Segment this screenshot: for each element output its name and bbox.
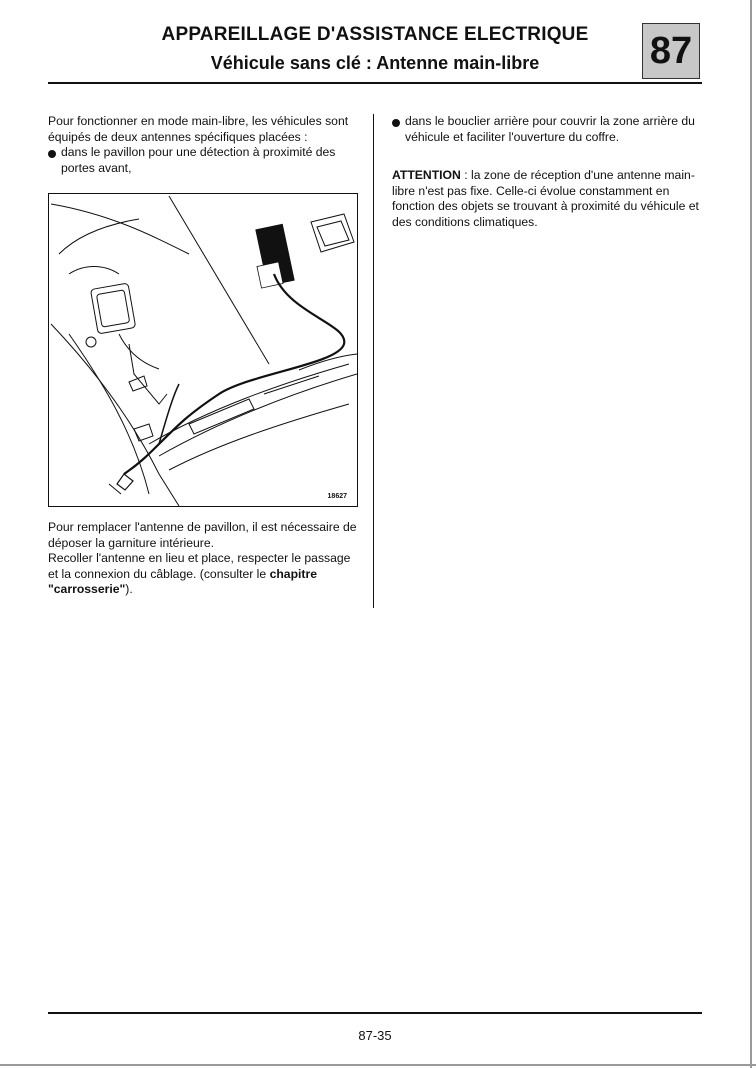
page-title: APPAREILLAGE D'ASSISTANCE ELECTRIQUE bbox=[161, 24, 589, 45]
bullet-icon bbox=[392, 119, 400, 127]
replace-text: Recoller l'antenne en lieu et place, respecter le passage et la connexion du câblage. (consulter le bbox=[48, 551, 351, 581]
intro-paragraph: Pour fonctionner en mode main-libre, les véhicules sont équipés de deux antennes spécifiques placées : bbox=[48, 114, 349, 144]
page-edge-right bbox=[750, 0, 752, 1068]
chapter-reference: chapitre "carrosserie" bbox=[48, 566, 317, 596]
footer-divider bbox=[48, 1012, 702, 1014]
bullet-text: dans le bouclier arrière pour couvrir la zone arrière du véhicule et faciliter l'ouverture du coffre. bbox=[405, 114, 695, 144]
attention-label: ATTENTION bbox=[392, 168, 461, 182]
bullet-text: dans le pavillon pour une détection à proximité des portes avant, bbox=[61, 145, 336, 175]
antenna-figure bbox=[48, 193, 358, 507]
replace-paragraph-1: Pour remplacer l'antenne de pavillon, il est nécessaire de déposer la garniture intérieure. bbox=[48, 520, 357, 550]
column-divider bbox=[373, 114, 374, 608]
roof-antenna-illustration bbox=[49, 194, 358, 507]
right-column bbox=[392, 114, 704, 230]
page-subtitle: Véhicule sans clé : Antenne main-libre bbox=[210, 53, 540, 73]
figure-reference-number: 18627 bbox=[327, 493, 347, 500]
bullet-item-bouclier bbox=[392, 114, 704, 145]
header-divider bbox=[48, 82, 702, 84]
bullet-icon bbox=[48, 150, 56, 158]
attention-text: : la zone de réception d'une antenne main-libre n'est pas fixe. Celle-ci évolue constamment en fonction des objets se trouvant à proximité du véhicule et des conditions climatiques. bbox=[392, 168, 699, 229]
page-number: 87-35 bbox=[358, 1028, 392, 1043]
replace-paragraph-2 bbox=[48, 551, 358, 598]
attention-note bbox=[392, 168, 704, 230]
bullet-item-pavillon bbox=[48, 145, 358, 176]
left-column bbox=[48, 114, 358, 176]
replace-end: ). bbox=[125, 582, 133, 596]
page-edge-bottom bbox=[0, 1064, 756, 1066]
chapter-badge: 87 bbox=[642, 23, 700, 79]
replacement-instructions bbox=[48, 520, 358, 598]
